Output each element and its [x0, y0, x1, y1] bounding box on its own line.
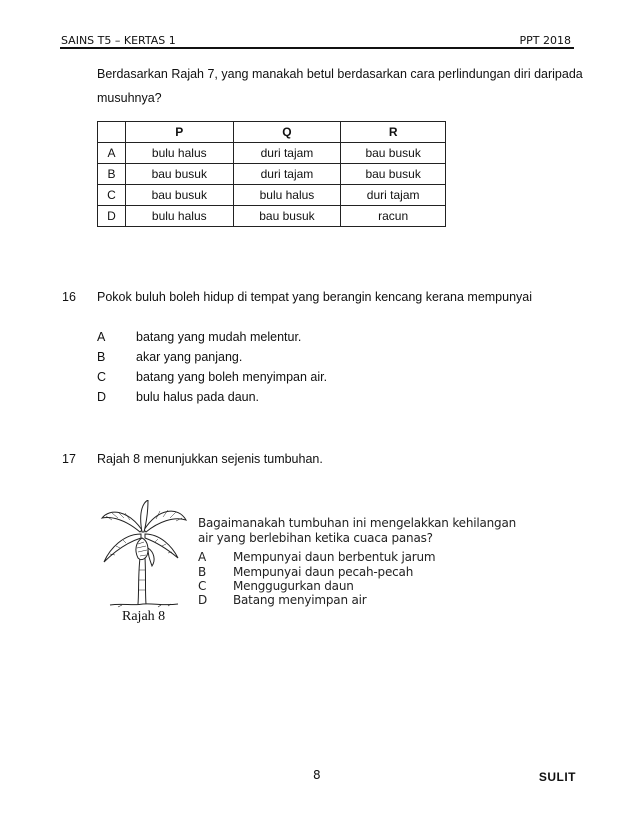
- q15-stem-line2: musuhnya?: [97, 91, 162, 105]
- table-cell: bau busuk: [125, 164, 233, 185]
- q16-option-text: batang yang mudah melentur.: [136, 330, 302, 344]
- figure-option-text: Batang menyimpan air: [233, 593, 367, 607]
- confidential-mark: SULIT: [538, 770, 576, 784]
- table-cell: duri tajam: [341, 185, 446, 206]
- figure-question-line1: Bagaimanakah tumbuhan ini mengelakkan kehilangan: [198, 516, 517, 530]
- figure-question-line2: air yang berlebihan ketika cuaca panas?: [198, 531, 433, 545]
- header-exam: PPT 2018: [519, 34, 571, 47]
- q16-option-letter: C: [97, 370, 107, 384]
- figure-option-text: Menggugurkan daun: [233, 579, 354, 593]
- plant-illustration: [98, 500, 188, 610]
- table-cell: D: [98, 206, 126, 227]
- table-row: [98, 143, 446, 164]
- table-row: [98, 164, 446, 185]
- figure-option-letter: D: [198, 593, 208, 607]
- q16-stem: Pokok buluh boleh hidup di tempat yang berangin kencang kerana mempunyai: [97, 290, 533, 304]
- table-cell: duri tajam: [233, 164, 341, 185]
- table-cell: bau busuk: [233, 206, 341, 227]
- table-header-row: [98, 122, 446, 143]
- table-header-cell: P: [125, 122, 233, 143]
- table-header-cell: Q: [233, 122, 341, 143]
- q15-options-table: [97, 121, 446, 227]
- table-row: [98, 185, 446, 206]
- figure-option-text: Mempunyai daun berbentuk jarum: [233, 550, 436, 564]
- q15-stem-line1: Berdasarkan Rajah 7, yang manakah betul berdasarkan cara perlindungan diri daripada: [97, 67, 583, 81]
- q16-option-letter: D: [97, 390, 107, 404]
- table-cell: bau busuk: [341, 164, 446, 185]
- header-divider: [60, 47, 574, 49]
- table-cell: racun: [341, 206, 446, 227]
- table-cell: C: [98, 185, 126, 206]
- page-number: 8: [313, 768, 321, 782]
- figure-option-letter: C: [198, 579, 207, 593]
- table-cell: A: [98, 143, 126, 164]
- q16-option-text: batang yang boleh menyimpan air.: [136, 370, 328, 384]
- q16-option-letter: B: [97, 350, 106, 364]
- table-cell: bau busuk: [341, 143, 446, 164]
- figure-option-text: Mempunyai daun pecah-pecah: [233, 565, 414, 579]
- figure-option-letter: B: [198, 565, 207, 579]
- table-cell: bulu halus: [125, 206, 233, 227]
- q16-option-text: bulu halus pada daun.: [136, 390, 260, 404]
- header-subject: SAINS T5 – KERTAS 1: [61, 34, 176, 47]
- table-cell: B: [98, 164, 126, 185]
- q17-number: 17: [62, 452, 76, 466]
- figure-option-letter: A: [198, 550, 207, 564]
- table-cell: bau busuk: [125, 185, 233, 206]
- table-header-cell: R: [341, 122, 446, 143]
- table-header-cell: [98, 122, 126, 143]
- table-cell: duri tajam: [233, 143, 341, 164]
- table-cell: bulu halus: [233, 185, 341, 206]
- q16-option-text: akar yang panjang.: [136, 350, 243, 364]
- q17-stem: Rajah 8 menunjukkan sejenis tumbuhan.: [97, 452, 323, 466]
- table-row: [98, 206, 446, 227]
- q16-option-letter: A: [97, 330, 106, 344]
- table-cell: bulu halus: [125, 143, 233, 164]
- figure-caption: Rajah 8: [122, 609, 166, 624]
- q16-number: 16: [62, 290, 76, 304]
